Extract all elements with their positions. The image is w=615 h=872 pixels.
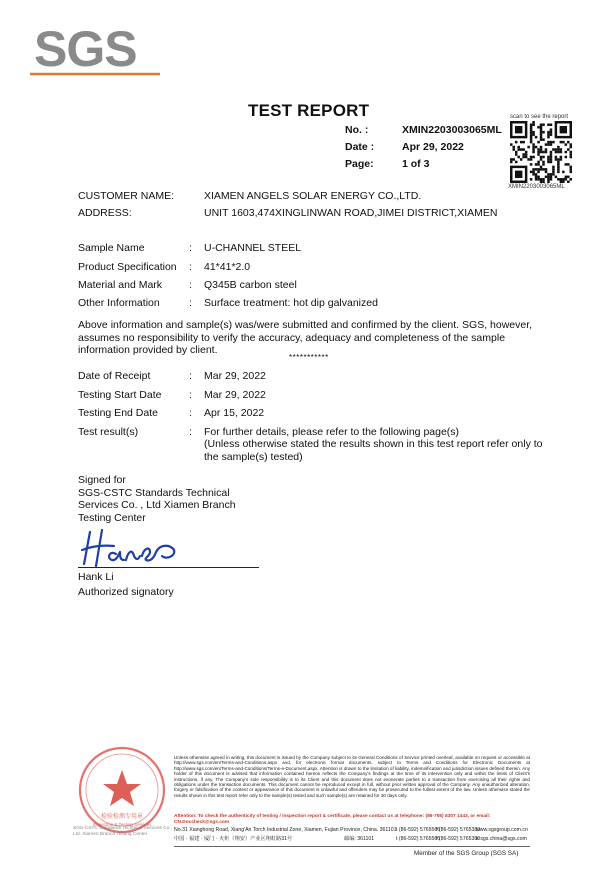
sample-label: Other Information (78, 297, 160, 309)
customer-address-label: ADDRESS: (78, 207, 132, 219)
signature-line (78, 567, 259, 568)
sample-colon: : (189, 242, 192, 254)
footer-divider (174, 846, 530, 847)
date-label: Date of Receipt (78, 370, 151, 382)
seal-caption-text: SGS-CSTC Standards Technical Services Co., Ltd. Xiamen Branch Testing Center (73, 826, 173, 837)
test-result-colon: : (189, 426, 192, 438)
address-cn: 中国 · 福建 · 厦门 · 火炬（翔安）产业区翔虹路31号 (174, 836, 293, 842)
signed-for-block (78, 474, 236, 524)
sample-value: Q345B carbon steel (204, 279, 297, 291)
seal-subtext: Inspection & Testing Services (92, 822, 152, 827)
official-seal (70, 740, 175, 840)
qr-code-image (510, 121, 572, 183)
date-label: Testing End Date (78, 407, 158, 419)
customer-name-value: XIAMEN ANGELS SOLAR ENERGY CO.,LTD. (204, 190, 422, 202)
sample-colon: : (189, 279, 192, 291)
test-result-label: Test result(s) (78, 426, 139, 438)
signatory-name: Hank Li (78, 571, 114, 583)
sgs-logo-text: SGS (34, 22, 137, 77)
date-value: Mar 29, 2022 (204, 370, 266, 382)
address-en: No.31 Xianghong Road, Xiang'An Torch Industrial Zone, Xiamen, Fujian Province, China. 361101 (174, 827, 397, 833)
signed-for-line1: Signed for (78, 474, 126, 486)
qr-code[interactable] (510, 121, 572, 183)
date-value: Mar 29, 2022 (204, 389, 266, 401)
sample-colon: : (189, 297, 192, 309)
address-en-fax: f (86-592) 5765380 (436, 827, 481, 833)
qr-report-id: XMIN2203003065ML (508, 184, 565, 190)
sample-value: Surface treatment: hot dip galvanized (204, 297, 378, 309)
seal-text: 检验检测专用章 (100, 813, 144, 820)
sample-colon: : (189, 261, 192, 273)
date-colon: : (189, 389, 192, 401)
customer-name-label: CUSTOMER NAME: (78, 190, 175, 202)
terms-fine-print: Unless otherwise agreed in writing, this document is issued by the Company subject to its General Conditions of Service printed overleaf, available on request or accessible at http://www.sgs.com/en/Terms-and-Conditions.aspx and, for electronic format documents, subject to Terms and Conditions for Electronic Documents at http://www.sgs.com/en/Terms-and-Conditions/Terms-e-Document.aspx. Attention is drawn to the limitation of liability, indemnification and jurisdiction issues defined therein. Any holder of this document is advised that information contained hereon reflects the Company's findings at the time of its intervention only and within the limits of Client's instructions, if any. The Company's sole responsibility is to its Client and this document does not exonerate parties to a transaction from exercising all their rights and obligations under the transaction documents. This document cannot be reproduced except in full, without prior written approval of the Company. Any unauthorized alteration, forgery or falsification of the content or appearance of this document is unlawful and offenders may be prosecuted to the fullest extent of the law. Unless otherwise stated the results shown in this test report refer only to the sample(s) tested and such sample(s) are retained for 30 days only. (174, 755, 530, 798)
customer-address-value: UNIT 1603,474XINGLINWAN ROAD,JIMEI DISTRICT,XIAMEN (204, 207, 498, 219)
address-en-tel: t (86-592) 5765566 (396, 827, 441, 833)
sample-value: 41*41*2.0 (204, 261, 251, 273)
report-page-label: Page: (345, 158, 374, 170)
date-colon: : (189, 407, 192, 419)
sample-label: Material and Mark (78, 279, 163, 291)
signed-for-line4: Testing Center (78, 511, 146, 524)
sgs-logo (30, 22, 160, 78)
report-date-label: Date : (345, 141, 375, 153)
signed-for-line2: SGS-CSTC Standards Technical (78, 486, 230, 499)
date-label: Testing Start Date (78, 389, 162, 401)
qr-caption: scan to see the report (510, 114, 569, 120)
address-cn-tel: t (86-592) 5765566 (396, 836, 441, 842)
date-value: Apr 15, 2022 (204, 407, 265, 419)
address-cn-zip: 邮编: 361101 (344, 836, 375, 842)
test-result-value (204, 426, 549, 463)
signed-for-line3: Services Co. , Ltd Xiamen Branch (78, 499, 236, 512)
report-number-label: No. : (345, 124, 369, 136)
seal-caption (73, 826, 177, 838)
separator-stars: *********** (289, 353, 329, 362)
sgs-group-member-note: Member of the SGS Group (SGS SA) (414, 850, 519, 857)
page-title: TEST REPORT (248, 101, 370, 120)
sample-label: Product Specification (78, 261, 177, 273)
authenticity-attention: Attention: To check the authenticity of testing / inspection report & certificate, please contact us at telephone: (86-755) 8307 1443, or email: CN.Doccheck@sgs.com (174, 814, 491, 825)
handwritten-signature (80, 526, 180, 568)
date-colon: : (189, 370, 192, 382)
test-result-line1: For further details, please refer to the following page(s) (204, 426, 460, 438)
sample-label: Sample Name (78, 242, 145, 254)
address-en-web[interactable]: www.sgsgroup.com.cn (476, 827, 528, 833)
address-cn-mail[interactable]: e sgs.china@sgs.com (476, 836, 527, 842)
report-date-value: Apr 29, 2022 (402, 141, 464, 153)
disclaimer-paragraph: Above information and sample(s) was/were submitted and confirmed by the client. SGS, however, assumes no responsibility to verify the accuracy, adequacy and completeness of the sample information provided by client. (78, 319, 533, 357)
sample-value: U-CHANNEL STEEL (204, 242, 302, 254)
signatory-role: Authorized signatory (78, 586, 174, 598)
report-page-value: 1 of 3 (402, 158, 430, 170)
address-cn-fax: f (86-592) 5765380 (436, 836, 481, 842)
test-result-line2: (Unless otherwise stated the results shown in this test report refer only to the sample(s) tested) (204, 438, 543, 463)
report-number-value: XMIN2203003065ML (402, 124, 502, 136)
